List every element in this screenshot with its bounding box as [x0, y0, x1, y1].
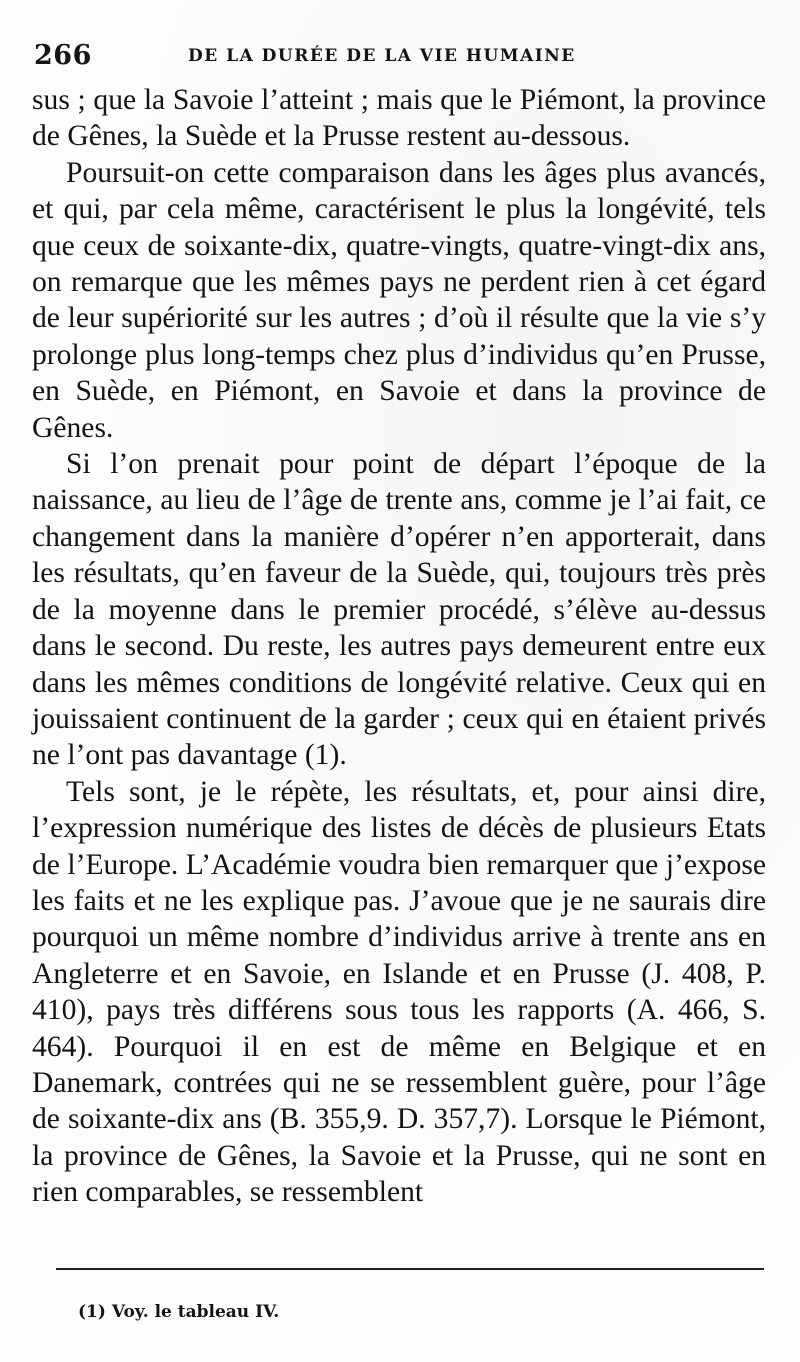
paragraph-longevity: Poursuit-on cette comparaison dans les âges plus avancés, et qui, par cela même, caractérisent le plus la longévité, tels que ceux de soixante-dix, quatre-vingts, quatre-vingt-dix ans, on remarque que les mêmes pays ne perdent rien à cet égard de leur supériorité sur les autres ; d’où il résulte que la vie s’y prolonge plus long-temps chez plus d’individus qu’en Prusse, en Suède, en Piémont, en Savoie et dans la province de Gênes.	[32, 156, 766, 444]
paragraph-results: Tels sont, je le répète, les résultats, et, pour ainsi dire, l’expression numérique des listes de décès de plusieurs Etats de l’Europe. L’Académie voudra bien remarquer que j’expose les faits et ne les explique pas. J’avoue que je ne saurais dire pourquoi un même nombre d’individus arrive à trente ans en Angleterre et en Savoie, en Islande et en Prusse (J. 408, P. 410), pays très différens sous tous les rapports (A. 466, S. 464). Pourquoi il en est de même en Belgique et en Danemark, contrées qui ne se ressemblent guère, pour l’âge de soixante-dix ans (B. 355,9. D. 357,7). Lorsque le Piémont, la province de Gênes, la Savoie et la Prusse, qui ne sont en rien comparables, se ressemblent	[32, 775, 766, 1209]
running-title: DE LA DURÉE DE LA VIE HUMAINE	[188, 46, 576, 66]
page-header	[32, 38, 766, 82]
footnote-divider	[56, 1268, 764, 1270]
paragraph-continuation: sus ; que la Savoie l’atteint ; mais que le Piémont, la province de Gênes, la Suède et la Prusse restent au-dessous.	[32, 84, 766, 153]
paragraph-birth-start: Si l’on prenait pour point de départ l’époque de la naissance, au lieu de l’âge de trente ans, comme je l’ai fait, ce changement dans la manière d’opérer n’en apporterait, dans les résultats, qu’en faveur de la Suède, qui, toujours très près de la moyenne dans le premier procédé, s’élève au-dessus dans le second. Du reste, les autres pays demeurent entre eux dans les mêmes conditions de longévité relative. Ceux qui en jouissaient continuent de la garder ; ceux qui en étaient privés ne l’ont pas davantage (1).	[32, 448, 766, 772]
footnote: (1) Voy. le tableau IV.	[78, 1302, 280, 1322]
page-number: 266	[34, 40, 92, 71]
body-text	[32, 82, 766, 1211]
